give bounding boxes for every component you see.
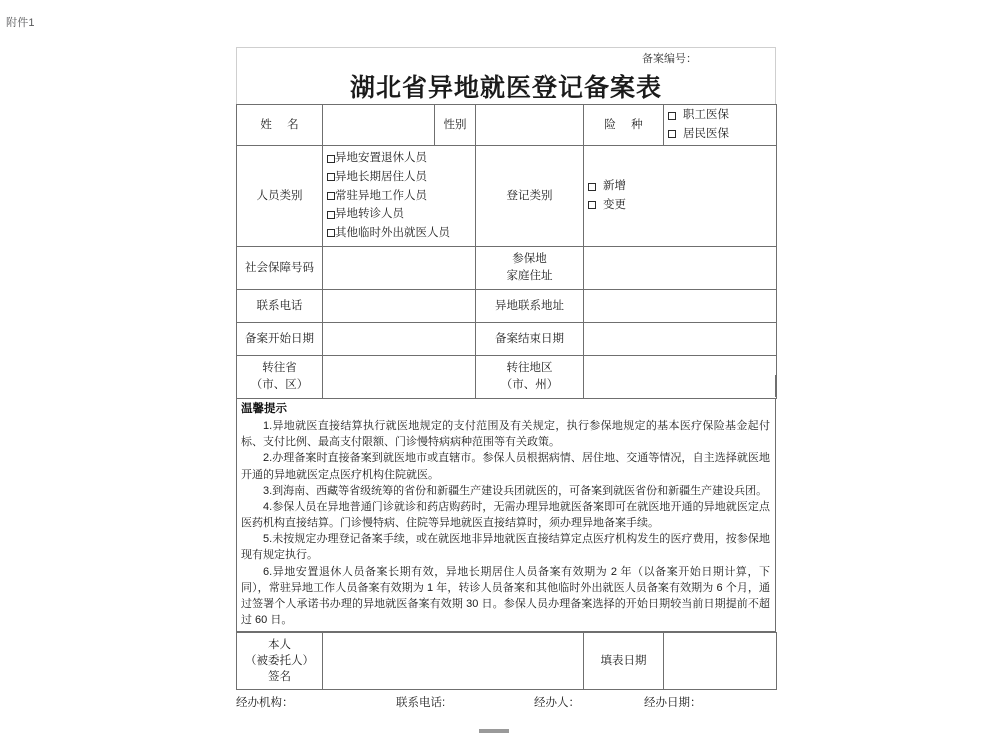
- table-row: [237, 323, 777, 356]
- table-row: [237, 633, 777, 690]
- transfer-province-label: [237, 356, 323, 399]
- transfer-region-label-line1: 转往地区: [506, 362, 553, 375]
- checkbox-label: 变更: [603, 199, 626, 211]
- gender-label: 性别: [435, 105, 476, 146]
- checkbox-register-new[interactable]: [588, 177, 772, 196]
- person-category-label: 人员类别: [237, 146, 323, 247]
- table-row: [237, 146, 777, 247]
- table-row: [237, 290, 777, 323]
- checkbox-icon[interactable]: [327, 155, 335, 163]
- checkbox-icon[interactable]: [327, 173, 335, 181]
- signature-label: [237, 633, 323, 690]
- table-row: [237, 356, 777, 399]
- record-end-date-label: 备案结束日期: [476, 323, 584, 356]
- record-start-date-label: 备案开始日期: [237, 323, 323, 356]
- notice-item-4: 4.参保人员在异地普通门诊就诊和药店购药时，无需办理异地就医备案即可在就医地开通的异地就医定点医药机构直接结算。门诊慢特病、住院等异地就医直接结算时，须办理异地备案手续。: [241, 500, 770, 530]
- checkbox-label: 异地长期居住人员: [335, 171, 427, 184]
- signature-value[interactable]: [323, 633, 584, 690]
- document-number-band: [236, 47, 776, 67]
- table-row: [237, 247, 777, 290]
- operator-label: 经办人：: [534, 697, 580, 710]
- notice-item-1: 1.异地就医直接结算执行就医地规定的支付范围及有关规定，执行参保地规定的基本医疗保险基金起付标、支付比例、最高支付限额、门诊慢特病病种范围等有关政策。: [241, 420, 770, 449]
- phone-label: 联系电话:: [396, 697, 446, 710]
- checkbox-label: 其他临时外出就医人员: [335, 226, 450, 239]
- attachment-label: 附件1: [6, 17, 35, 29]
- notice-item-6: 6.异地安置退休人员备案长期有效，异地长期居住人员备案有效期为 2 年（以备案开始日期计算，下同），常驻异地工作人员备案有效期为 1 年，转诊人员备案和其他临时外出就医人员备案有效期为 6 个月，通过签署个人承诺书办理的异地就医备案有效期 30 日。参保人员办理备案选择的开始日期较当前日期提前不超过 60 日。: [241, 565, 770, 626]
- checkbox-label: 新增: [603, 180, 626, 193]
- checkbox-label: 居民医保: [683, 128, 729, 140]
- social-security-no-value[interactable]: [323, 247, 476, 290]
- insured-home-address-label-line2: 家庭住址: [506, 270, 553, 282]
- contact-phone-value[interactable]: [323, 290, 476, 323]
- checkbox-temporary-outbound[interactable]: [327, 224, 471, 243]
- contact-phone-label: 联系电话: [237, 290, 323, 323]
- transfer-region-label: [476, 356, 584, 399]
- page-title: 湖北省异地就医登记备案表: [349, 74, 662, 102]
- checkbox-label: 异地转诊人员: [335, 208, 404, 221]
- table-row: [237, 105, 777, 146]
- transfer-province-value[interactable]: [323, 356, 476, 399]
- checkbox-icon[interactable]: [588, 183, 596, 191]
- operator-footer: [236, 690, 776, 710]
- checkbox-register-change[interactable]: [588, 196, 772, 215]
- person-category-options: [323, 146, 476, 247]
- social-security-no-label: 社会保障号码: [237, 247, 323, 290]
- record-end-date-value[interactable]: [584, 323, 777, 356]
- checkbox-label: 常驻异地工作人员: [335, 189, 427, 202]
- register-type-label: 登记类别: [476, 146, 584, 247]
- insurance-type-label: 险 种: [584, 105, 664, 146]
- checkbox-label: 异地安置退休人员: [335, 152, 427, 165]
- name-value[interactable]: [323, 105, 435, 146]
- notice-item-2: 2.办理备案时直接备案到就医地市或直辖市。参保人员根据病情、居住地、交通等情况，自主选择就医地开通的异地就医定点医疗机构住院就医。: [241, 452, 770, 481]
- transfer-region-value[interactable]: [584, 356, 777, 399]
- document-sheet: [236, 47, 776, 710]
- insurance-type-options: [664, 105, 777, 146]
- insured-home-address-label: [476, 247, 584, 290]
- checkbox-icon[interactable]: [668, 130, 676, 138]
- notice-block: [236, 399, 776, 632]
- checkbox-referral-patient[interactable]: [327, 205, 471, 224]
- checkbox-icon[interactable]: [327, 229, 335, 237]
- insured-home-address-value[interactable]: [584, 247, 777, 290]
- transfer-region-label-line2: （市、州）: [500, 379, 559, 391]
- signature-label-line1: 本人: [268, 638, 291, 651]
- checkbox-icon[interactable]: [327, 211, 335, 219]
- transfer-province-label-line1: 转往省: [262, 362, 297, 375]
- document-number-label: 备案编号：: [642, 53, 697, 65]
- checkbox-icon[interactable]: [668, 112, 676, 120]
- agency-label: 经办机构：: [236, 697, 294, 710]
- transfer-province-label-line2: （市、区）: [250, 379, 309, 391]
- scroll-indicator[interactable]: [479, 729, 509, 733]
- registration-form-table: [236, 104, 777, 399]
- checkbox-insurance-employee[interactable]: [668, 106, 772, 125]
- record-start-date-value[interactable]: [323, 323, 476, 356]
- signature-label-line3: 签名: [268, 671, 291, 684]
- notice-title: 温馨提示: [241, 403, 287, 415]
- gender-value[interactable]: [476, 105, 584, 146]
- checkbox-relocated-retiree[interactable]: [327, 149, 471, 168]
- register-type-options: [584, 146, 777, 247]
- fill-date-value[interactable]: [664, 633, 777, 690]
- page-edge-artifact: [775, 375, 777, 397]
- checkbox-label: 职工医保: [683, 109, 729, 122]
- remote-contact-address-label: 异地联系地址: [476, 290, 584, 323]
- signature-label-line2: （被委托人）: [245, 654, 314, 667]
- operate-date-label: 经办日期：: [644, 697, 702, 710]
- signature-table: [236, 632, 777, 690]
- checkbox-stationed-worker[interactable]: [327, 187, 471, 206]
- remote-contact-address-value[interactable]: [584, 290, 777, 323]
- document-title-band: [236, 67, 776, 104]
- checkbox-insurance-resident[interactable]: [668, 125, 772, 144]
- checkbox-icon[interactable]: [588, 201, 596, 209]
- checkbox-icon[interactable]: [327, 192, 335, 200]
- name-label: 姓 名: [237, 105, 323, 146]
- notice-item-3: 3.到海南、西藏等省级统筹的省份和新疆生产建设兵团就医的，可备案到就医省份和新疆生产建设兵团。: [263, 484, 768, 497]
- insured-home-address-label-line1: 参保地: [512, 253, 547, 266]
- notice-item-5: 5.未按规定办理登记备案手续，或在就医地非异地就医直接结算定点医疗机构发生的医疗费用，按参保地现有规定执行。: [241, 533, 770, 562]
- checkbox-long-term-resident[interactable]: [327, 168, 471, 187]
- fill-date-label: 填表日期: [584, 633, 664, 690]
